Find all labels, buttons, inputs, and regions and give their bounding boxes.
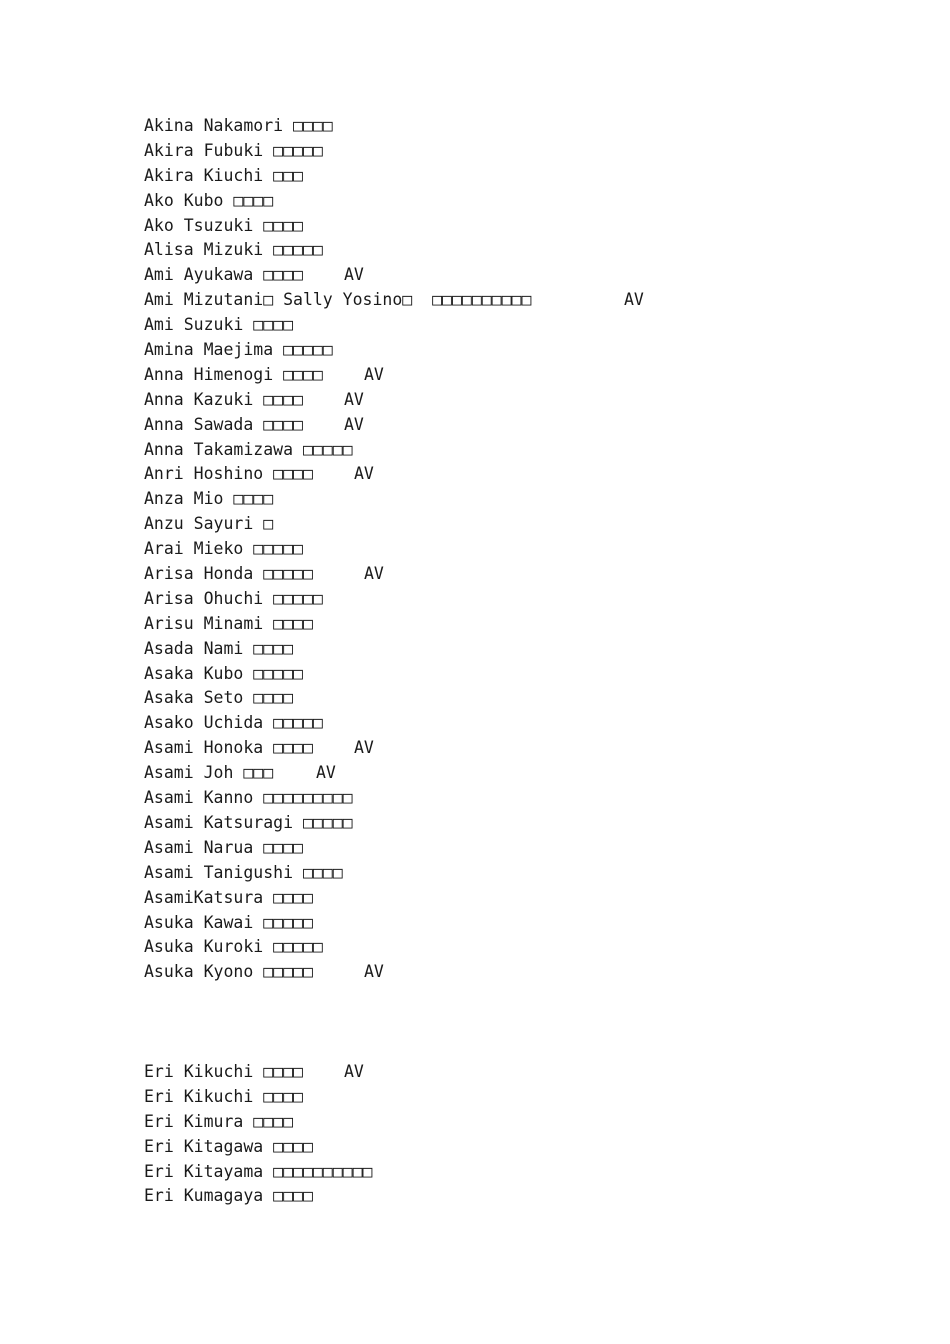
name-list-b (144, 1060, 372, 1209)
name-list-a (144, 114, 644, 985)
entry-tag: AV (364, 564, 384, 584)
list-item (144, 836, 531, 861)
entry-tag: AV (364, 364, 384, 384)
list-item (144, 686, 531, 711)
entry-text: Ami Suzuki □□□□ (144, 315, 294, 335)
list-item (144, 214, 531, 239)
entry-tag: AV (624, 290, 644, 310)
entry-text: Asami Katsuragi □□□□□ (144, 812, 353, 832)
entry-text: Arisu Minami □□□□ (144, 613, 313, 633)
entry-tag: AV (316, 763, 336, 783)
entry-text: Akina Nakamori □□□□ (144, 116, 333, 135)
list-item (144, 935, 531, 960)
list-item (144, 1085, 372, 1110)
entry-text: Asami Tanigushi □□□□ (144, 862, 343, 882)
entry-text: Arisa Ohuchi □□□□□ (144, 588, 323, 608)
entry-text: Anna Himenogi □□□□ (144, 364, 323, 384)
entry-tag: AV (354, 738, 374, 758)
entry-text: Arisa Honda □□□□□ (144, 564, 313, 584)
entry-text: AsamiKatsura □□□□ (144, 887, 313, 907)
entry-text: Eri Kikuchi □□□□ (144, 1062, 303, 1081)
entry-tag: AV (344, 1062, 364, 1081)
entry-text: Eri Kimura □□□□ (144, 1111, 294, 1131)
entry-text: Ako Tsuzuki □□□□ (144, 215, 303, 235)
entry-text: Ami Ayukawa □□□□ (144, 265, 303, 285)
list-item (144, 114, 531, 139)
entry-tag: AV (344, 389, 364, 409)
entry-text: Asaka Kubo □□□□□ (144, 663, 303, 683)
entry-tag: AV (344, 265, 364, 285)
entry-text: Arai Mieko □□□□□ (144, 539, 303, 559)
list-item (144, 886, 531, 911)
entry-text: Anna Sawada □□□□ (144, 414, 303, 434)
entry-text: Anna Takamizawa □□□□□ (144, 439, 353, 459)
entry-text: Asami Honoka □□□□ (144, 738, 313, 758)
entry-tag: AV (354, 464, 374, 484)
list-item (144, 313, 531, 338)
entry-text: Alisa Mizuki □□□□□ (144, 240, 323, 260)
entry-text: Asaka Seto □□□□ (144, 688, 294, 708)
entry-text: Asami Narua □□□□ (144, 837, 303, 857)
list-item (144, 512, 531, 537)
list-item (144, 189, 531, 214)
entry-text: Asami Kanno □□□□□□□□□ (144, 788, 353, 808)
list-item (144, 637, 531, 662)
list-item (144, 537, 531, 562)
list-item (144, 263, 531, 288)
list-item (144, 288, 644, 313)
list-item (144, 164, 531, 189)
list-item (144, 662, 531, 687)
list-item (144, 786, 531, 811)
entry-tag: AV (364, 962, 384, 982)
list-item (144, 338, 531, 363)
list-item (144, 711, 531, 736)
entry-text: Anna Kazuki □□□□ (144, 389, 303, 409)
list-item (144, 487, 531, 512)
entry-text: Ami Mizutani□ Sally Yosino□ □□□□□□□□□□ (144, 290, 532, 310)
entry-text: Ako Kubo □□□□ (144, 190, 274, 210)
list-item (144, 1184, 372, 1209)
list-item (144, 761, 531, 786)
list-item (144, 1160, 372, 1185)
list-item (144, 388, 531, 413)
entry-text: Anri Hoshino □□□□ (144, 464, 313, 484)
list-item (144, 438, 531, 463)
entry-text: Akira Fubuki □□□□□ (144, 140, 323, 160)
entry-text: Asami Joh □□□ (144, 763, 274, 783)
list-item (144, 960, 531, 985)
entry-text: Asada Nami □□□□ (144, 638, 294, 658)
list-item (144, 462, 531, 487)
list-item (144, 363, 531, 388)
entry-text: Asako Uchida □□□□□ (144, 713, 323, 733)
entry-text: Amina Maejima □□□□□ (144, 340, 333, 360)
list-item (144, 238, 531, 263)
list-item (144, 811, 531, 836)
list-item (144, 413, 531, 438)
list-item (144, 736, 531, 761)
entry-text: Anzu Sayuri □ (144, 514, 274, 534)
list-item (144, 861, 531, 886)
entry-text: Asuka Kyono □□□□□ (144, 962, 313, 982)
list-item (144, 911, 531, 936)
list-item (144, 587, 531, 612)
entry-text: Asuka Kuroki □□□□□ (144, 937, 323, 957)
list-item (144, 139, 531, 164)
entry-text: Eri Kumagaya □□□□ (144, 1186, 313, 1206)
list-item (144, 562, 531, 587)
entry-text: Eri Kitagawa □□□□ (144, 1136, 313, 1156)
entry-text: Asuka Kawai □□□□□ (144, 912, 313, 932)
list-item (144, 1135, 372, 1160)
list-item (144, 1110, 372, 1135)
entry-tag: AV (344, 414, 364, 434)
entry-text: Eri Kitayama □□□□□□□□□□ (144, 1161, 373, 1181)
entry-text: Eri Kikuchi □□□□ (144, 1086, 303, 1106)
entry-text: Anza Mio □□□□ (144, 489, 274, 509)
list-item (144, 1060, 372, 1085)
entry-text: Akira Kiuchi □□□ (144, 165, 303, 185)
list-item (144, 612, 531, 637)
